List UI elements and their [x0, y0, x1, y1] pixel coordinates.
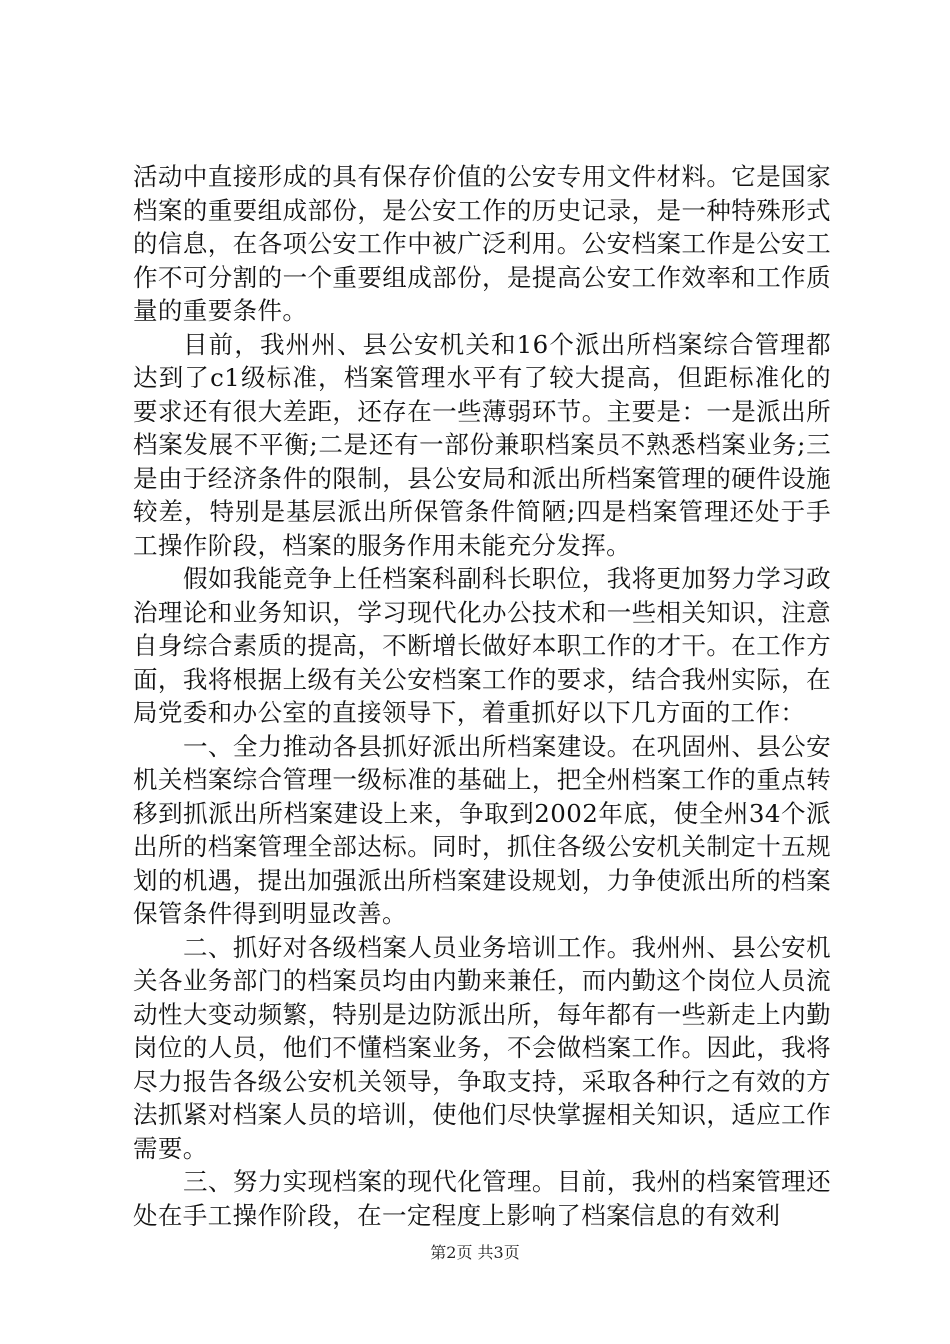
paragraph: 假如我能竞争上任档案科副科长职位，我将更加努力学习政治理论和业务知识，学习现代化办公技术和一些相关知识，注意自身综合素质的提高，不断增长做好本职工作的才干。在工作方面，我将根据上级有关公安档案工作的要求，结合我州实际，在局党委和办公室的直接领导下，着重抓好以下几方面的工作： [133, 564, 831, 727]
paragraph: 一、全力推动各县抓好派出所档案建设。在巩固州、县公安机关档案综合管理一级标准的基础上，把全州档案工作的重点转移到抓派出所档案建设上来，争取到2002年底，使全州34个派出所的档案管理全部达标。同时，抓住各级公安机关制定十五规划的机遇，提出加强派出所档案建设规划，力争使派出所的档案保管条件得到明显改善。 [133, 731, 831, 928]
paragraph: 三、努力实现档案的现代化管理。目前，我州的档案管理还处在手工操作阶段，在一定程度上影响了档案信息的有效利 [133, 1167, 831, 1230]
page-number-footer: 第2页 共3页 [430, 1243, 520, 1262]
paragraph: 活动中直接形成的具有保存价值的公安专用文件材料。它是国家档案的重要组成部份，是公安工作的历史记录，是一种特殊形式的信息，在各项公安工作中被广泛利用。公安档案工作是公安工作不可分割的一个重要组成部份，是提高公安工作效率和工作质量的重要条件。 [133, 162, 831, 325]
document-body [133, 160, 831, 1232]
paragraph: 二、抓好对各级档案人员业务培训工作。我州州、县公安机关各业务部门的档案员均由内勤来兼任，而内勤这个岗位人员流动性大变动频繁，特别是边防派出所，每年都有一些新走上内勤岗位的人员，他们不懂档案业务，不会做档案工作。因此，我将尽力报告各级公安机关领导，争取支持，采取各种行之有效的方法抓紧对档案人员的培训，使他们尽快掌握相关知识，适应工作需要。 [133, 932, 831, 1163]
paragraph: 目前，我州州、县公安机关和16个派出所档案综合管理都达到了c1级标准，档案管理水平有了较大提高，但距标准化的要求还有很大差距，还存在一些薄弱环节。主要是：一是派出所档案发展不平衡;二是还有一部份兼职档案员不熟悉档案业务;三是由于经济条件的限制，县公安局和派出所档案管理的硬件设施较差，特别是基层派出所保管条件简陋;四是档案管理还处于手工操作阶段，档案的服务作用未能充分发挥。 [133, 329, 831, 560]
